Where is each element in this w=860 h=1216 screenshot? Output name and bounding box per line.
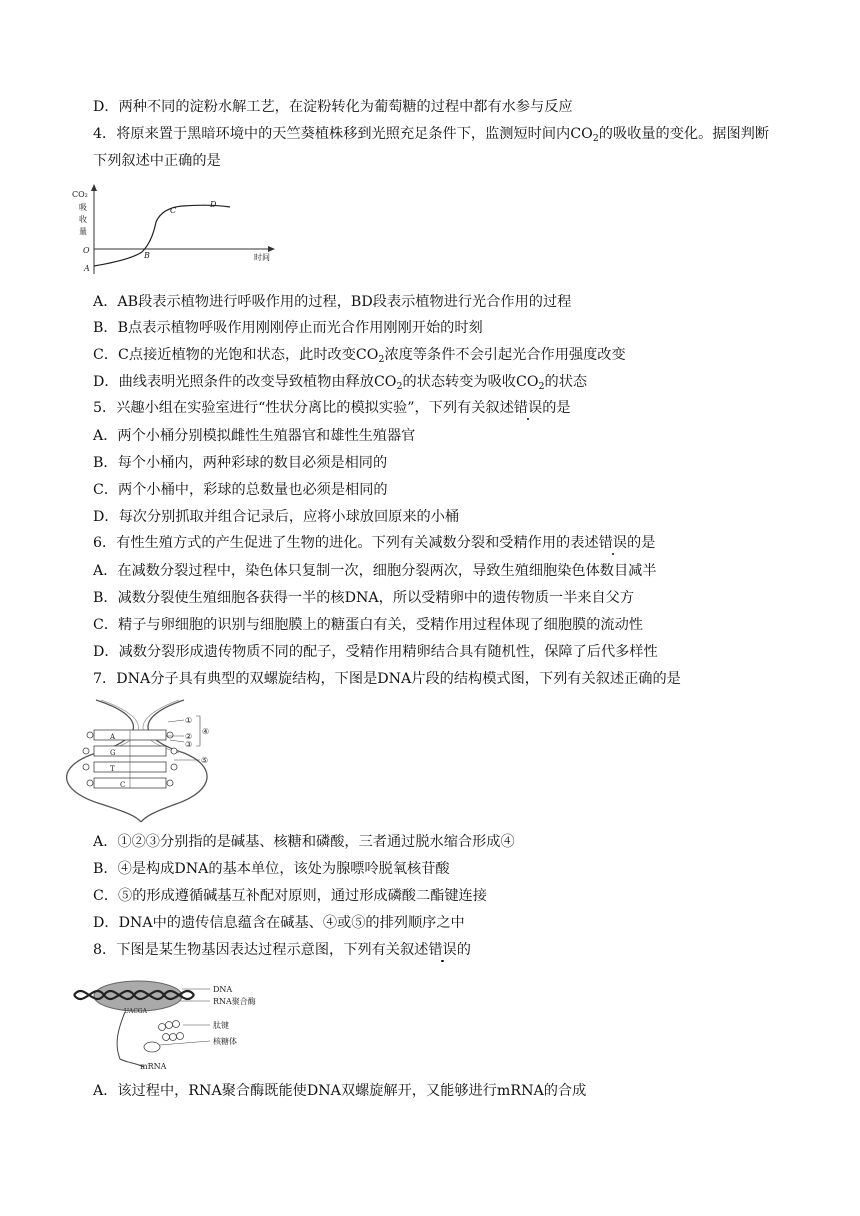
marker-2: ②	[185, 732, 193, 741]
peptide-bead-6	[177, 1033, 184, 1040]
marker-5: ⑤	[201, 756, 209, 765]
y-label-char3: 量	[79, 227, 87, 236]
mrna-sequence: UACGA	[124, 1008, 147, 1015]
q6-option-d: D．减数分裂形成遗传物质不同的配子，受精作用精卵结合具有随机性，保障了后代多样性	[93, 644, 658, 660]
marker-1: ①	[185, 716, 193, 725]
ribosome	[144, 1042, 160, 1052]
q4-option-d: D．曲线表明光照条件的改变导致植物由释放$CO_2$的状态转变为吸收$CO_2$的状态	[93, 374, 588, 392]
phosphate-2	[167, 732, 173, 738]
peptide-bead-5	[170, 1034, 177, 1041]
q5-option-d: D．每次分别抓取并组合记录后，应将小球放回原来的小桶	[93, 509, 460, 525]
phosphate-6	[171, 764, 177, 770]
phosphate-4	[171, 748, 177, 754]
phosphate-1	[87, 732, 93, 738]
q4-co2-curve-figure	[70, 182, 280, 282]
y-label-char1: 吸	[79, 203, 87, 212]
q4-option-c: C．C点接近植物的光饱和状态，此时改变$CO_2$浓度等条件不会引起光合作用强度改变	[93, 347, 626, 365]
point-d-label: D	[210, 200, 217, 209]
q7-option-c: C．⑤的形成遵循碱基互补配对原则，通过形成磷酸二酯键连接	[93, 888, 487, 904]
base-g: G	[110, 749, 116, 757]
q6-option-b: B．减数分裂使生殖细胞各获得一半的核DNA，所以受精卵中的遗传物质一半来自父方	[93, 590, 635, 606]
q5-option-c: C．两个小桶中，彩球的总数量也必须是相同的	[93, 482, 388, 498]
base-c: C	[120, 781, 126, 789]
base-a: A	[110, 733, 116, 741]
marker-4: ④	[202, 727, 210, 736]
label-rna-polymerase: RNA聚合酶	[213, 997, 256, 1006]
q5-stem: 5．兴趣小组在实验室进行“性状分离比的模拟实验”，下列有关叙述错误的是	[93, 400, 571, 416]
q5-option-b: B．每个小桶内，两种彩球的数目必须是相同的	[93, 455, 388, 471]
q7-option-b: B．④是构成DNA的基本单位，该处为腺嘌呤脱氧核苷酸	[93, 861, 450, 877]
leader-1	[168, 720, 184, 722]
point-b-label: B	[144, 251, 150, 260]
label-dna: DNA	[213, 985, 233, 994]
mrna-strand	[117, 1012, 144, 1067]
phosphate-3	[83, 748, 89, 754]
q8-stem: 8．下图是某生物基因表达过程示意图，下列有关叙述错误的	[93, 942, 471, 958]
peptide-bead-3	[173, 1021, 180, 1028]
q6-option-c: C．精子与卵细胞的识别与细胞膜上的糖蛋白有关，受精作用过程体现了细胞膜的流动性	[93, 617, 643, 633]
q7-option-a: A．①②③分别指的是碱基、核糖和磷酸，三者通过脱水缩合形成④	[93, 834, 515, 850]
y-label-co2: CO₂	[72, 190, 88, 199]
q7-stem: 7．DNA分子具有典型的双螺旋结构，下图是DNA片段的结构模式图，下列有关叙述正确的是	[93, 671, 681, 687]
point-c-label: C	[170, 206, 177, 215]
helix-strand-right	[141, 700, 210, 822]
peptide-bead-4	[163, 1034, 170, 1041]
bracket-4	[196, 716, 200, 746]
y-axis-arrow	[91, 184, 97, 191]
label-peptide-bond: 肽键	[213, 1021, 229, 1030]
q4-option-b: B．B点表示植物呼吸作用刚刚停止而光合作用刚刚开始的时刻	[93, 320, 483, 336]
origin-label: O	[83, 246, 90, 255]
q3-option-d: D．两种不同的淀粉水解工艺，在淀粉转化为葡萄糖的过程中都有水参与反应	[93, 99, 573, 115]
phosphate-8	[167, 780, 173, 786]
y-label-char2: 收	[79, 215, 87, 224]
leader-ribosome	[160, 1041, 210, 1045]
q6-stem: 6．有性生殖方式的产生促进了生物的进化。下列有关减数分裂和受精作用的表述错误的是	[93, 535, 656, 551]
q4-stem-line1: 4．将原来置于黑暗环境中的天竺葵植株移到光照充足条件下，监测短时间内$CO_2$的吸收量的变化。据图判断	[93, 126, 770, 144]
label-mrna: mRNA	[140, 1062, 167, 1071]
marker-3: ③	[185, 740, 193, 749]
co2-curve	[94, 205, 230, 266]
q7-option-d: D．DNA中的遗传信息蕴含在碱基、④或⑤的排列顺序之中	[93, 915, 465, 931]
point-a-label: A	[84, 264, 90, 273]
peptide-bead-1	[159, 1024, 166, 1031]
base-t: T	[110, 765, 115, 773]
leader-3	[170, 740, 184, 742]
q4-option-a: A．AB段表示植物进行呼吸作用的过程，BD段表示植物进行光合作用的过程	[93, 294, 572, 310]
label-ribosome: 核糖体	[213, 1037, 237, 1046]
phosphate-5	[83, 764, 89, 770]
x-label-time: 时间	[254, 253, 270, 262]
phosphate-7	[87, 780, 93, 786]
q5-option-a: A．两个小桶分别模拟雌性生殖器官和雄性生殖器官	[93, 428, 416, 444]
q7-dna-structure-figure	[66, 698, 216, 823]
peptide-bead-2	[166, 1022, 173, 1029]
q8-option-a: A．该过程中，RNA聚合酶既能使DNA双螺旋解开，又能够进行mRNA的合成	[93, 1083, 587, 1099]
q8-gene-expression-figure	[70, 969, 270, 1071]
rna-polymerase	[94, 981, 182, 1011]
q6-option-a: A．在减数分裂过程中，染色体只复制一次，细胞分裂两次，导致生殖细胞染色体数目减半	[93, 563, 657, 579]
x-axis-arrow	[268, 246, 275, 252]
q4-stem-line2: 下列叙述中正确的是	[93, 153, 221, 169]
